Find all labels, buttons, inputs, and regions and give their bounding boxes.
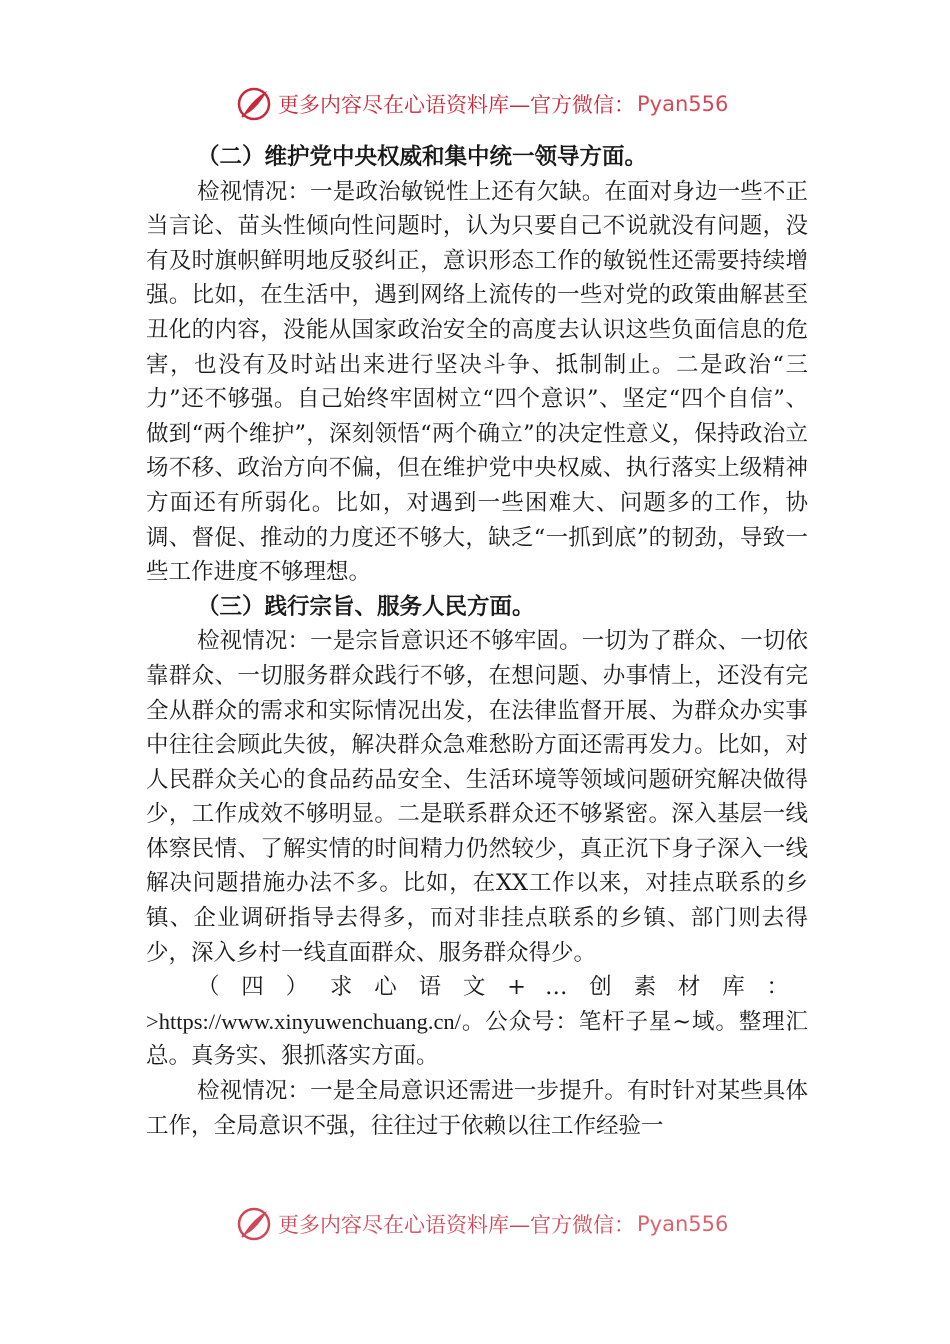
watermark-banner-bottom (236, 1204, 728, 1244)
watermark-banner-top (236, 84, 728, 124)
watermark-id: Pyan556 (637, 92, 729, 116)
watermark-text: 更多内容尽在心语资料库—官方微信： (278, 1213, 635, 1237)
section-heading-3: （三）践行宗旨、服务人民方面。 (197, 593, 535, 620)
paragraph: 检视情况：一是宗旨意识还不够牢固。一切为了群众、一切依靠群众、一切服务群众践行不够，在想问题、办事情上，还没有完全从群众的需求和实际情况出发，在法律监督开展、为群众办实事中往往会顾此失彼，解决群众急难愁盼方面还需再发力。比如，对人民群众关心的食品药品安全、生活环境等领域问题研究解决做得少，工作成效不够明显。二是联系群众还不够紧密。深入基层一线体察民情、了解实情的时间精力仍然较少，真正沉下身子深入一线解决问题措施办法不多。比如，在XX工作以来，对挂点联系的乡镇、企业调研指导去得多，而对非挂点联系的乡镇、部门则去得少，深入乡村一线直面群众、服务群众得少。 (146, 628, 808, 966)
watermark-text: 更多内容尽在心语资料库—官方微信： (278, 93, 635, 117)
section-heading-4 (146, 970, 808, 1074)
document-body (146, 140, 808, 1143)
watermark-id: Pyan556 (637, 1212, 729, 1236)
quill-logo-icon (236, 1206, 272, 1242)
section-heading-2: （二）维护党中央权威和集中统一领导方面。 (197, 144, 648, 170)
heading-4-rest: 。公众号：笔杆子星~域。整理汇总。真务实、狠抓落实方面。 (146, 1008, 808, 1070)
heading-4-spaced-text: （四）求心语文+…创素材库： (197, 974, 808, 1001)
quill-logo-icon (236, 86, 272, 122)
paragraph: 检视情况：一是全局意识还需进一步提升。有时针对某些具体工作，全局意识不强，往往过于依赖以往工作经验一 (146, 1078, 808, 1139)
paragraph: 检视情况：一是政治敏锐性上还有欠缺。在面对身边一些不正当言论、苗头性倾向性问题时，认为只要自己不说就没有问题，没有及时旗帜鲜明地反驳纠正，意识形态工作的敏锐性还需要持续增强。比如，在生活中，遇到网络上流传的一些对党的政策曲解甚至丑化的内容，没能从国家政治安全的高度去认识这些负面信息的危害，也没有及时站出来进行坚决斗争、抵制制止。二是政治“三力”还不够强。自己始终牢固树立“四个意识”、坚定“四个自信”、做到“两个维护”，深刻领悟“两个确立”的决定性意义，保持政治立场不移、政治方向不偏，但在维护党中央权威、执行落实上级精神方面还有所弱化。比如，对遇到一些困难大、问题多的工作，协调、督促、推动的力度还不够大，缺乏“一抓到底”的韧劲，导致一些工作进度不够理想。 (146, 178, 808, 586)
website-url: >https://www.xinyuwenchuang.cn/ (146, 1008, 461, 1034)
